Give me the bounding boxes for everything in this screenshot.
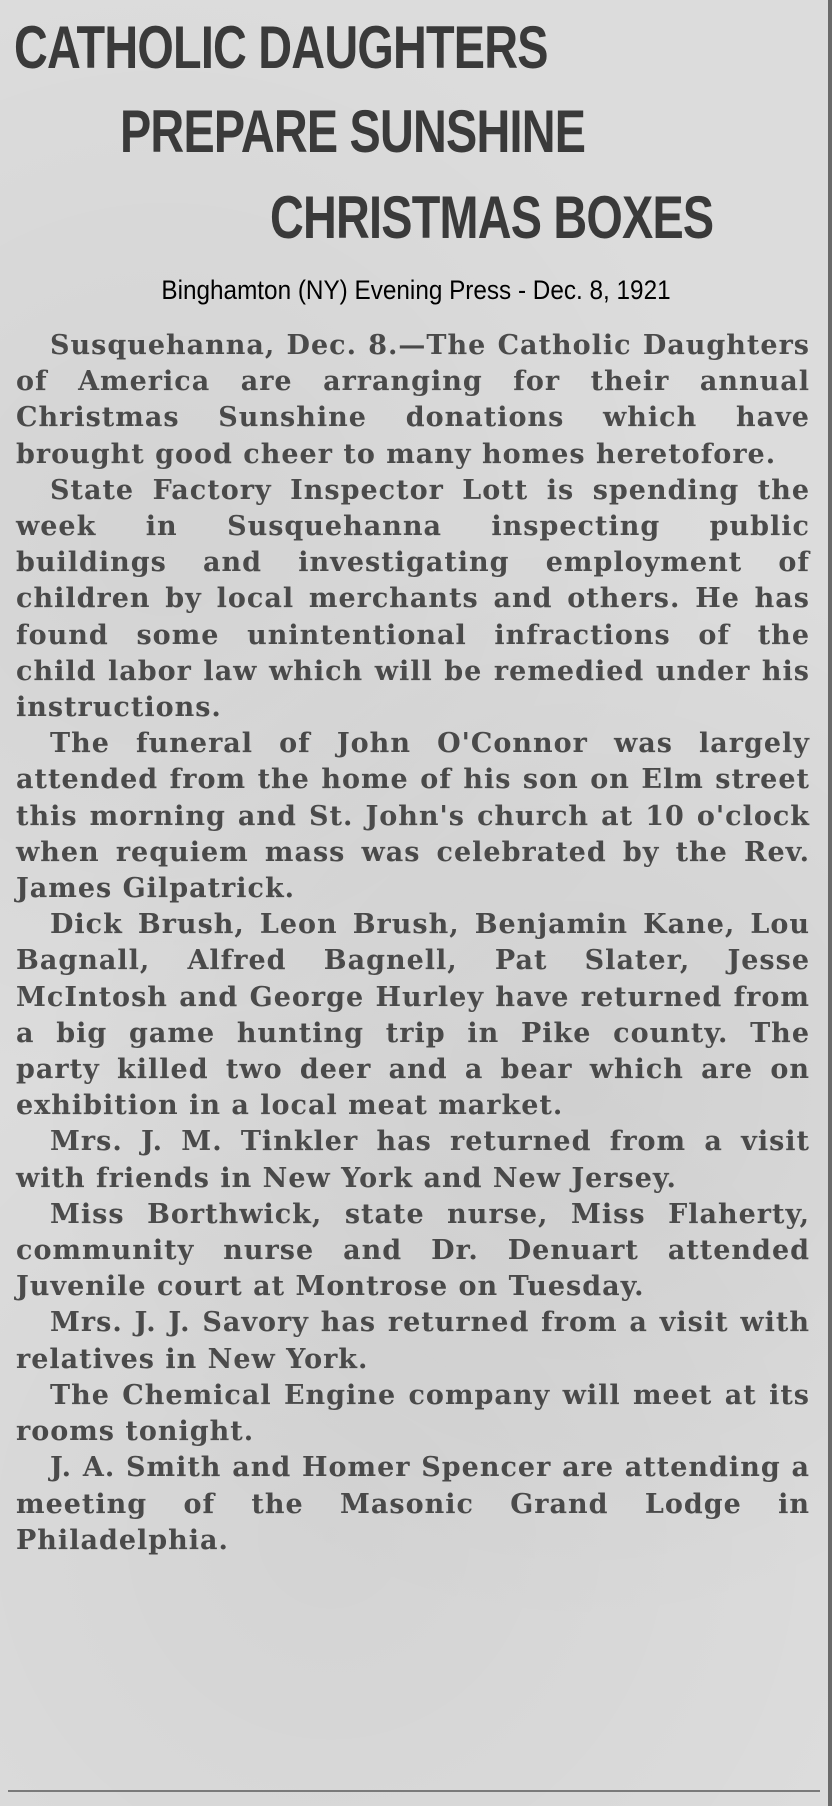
article-paragraph: Susquehanna, Dec. 8.—The Catholic Daughters of America are arranging for their annual Christmas Sunshine donations which have brought good cheer to many homes heretofore. — [16, 330, 810, 470]
article-body — [16, 328, 810, 1559]
article-paragraph: The funeral of John O'Connor was largely attended from the home of his son on Elm street this morning and St. John's church at 10 o'clock when requiem mass was celebrated by the Rev. James Gilpatrick. — [16, 728, 810, 905]
article-paragraph: Miss Borthwick, state nurse, Miss Flaherty, community nurse and Dr. Denuart attended Juvenile court at Montrose on Tuesday. — [16, 1198, 810, 1303]
headline-line-1: CATHOLIC DAUGHTERS — [14, 14, 548, 81]
article-paragraph: The Chemical Engine company will meet at its rooms tonight. — [16, 1379, 810, 1448]
article-paragraph: Mrs. J. J. Savory has returned from a visit with relatives in New York. — [16, 1307, 810, 1375]
article-paragraph: State Factory Inspector Lott is spending the week in Susquehanna inspecting public buildings and investigating employment of children by local merchants and others. He has found some unintentional infractions of the child labor law which will be remedied under his instructions. — [16, 474, 810, 724]
source-caption: Binghamton (NY) Evening Press - Dec. 8, 1921 — [161, 275, 671, 305]
headline-line-2: PREPARE SUNSHINE — [120, 98, 586, 165]
article-paragraph: Dick Brush, Leon Brush, Benjamin Kane, Lou Bagnall, Alfred Bagnell, Pat Slater, Jesse McIntosh and George Hurley have returned from a big game hunting trip in Pike county. The party killed two deer and a bear which are on exhibition in a local meat market. — [16, 909, 810, 1122]
bottom-rule — [8, 1790, 820, 1792]
article-paragraph: J. A. Smith and Homer Spencer are attending a meeting of the Masonic Grand Lodge in Philadelphia. — [16, 1452, 810, 1556]
article-paragraph: Mrs. J. M. Tinkler has returned from a visit with friends in New York and New Jersey. — [16, 1126, 810, 1194]
headline-line-3: CHRISTMAS BOXES — [270, 184, 714, 251]
